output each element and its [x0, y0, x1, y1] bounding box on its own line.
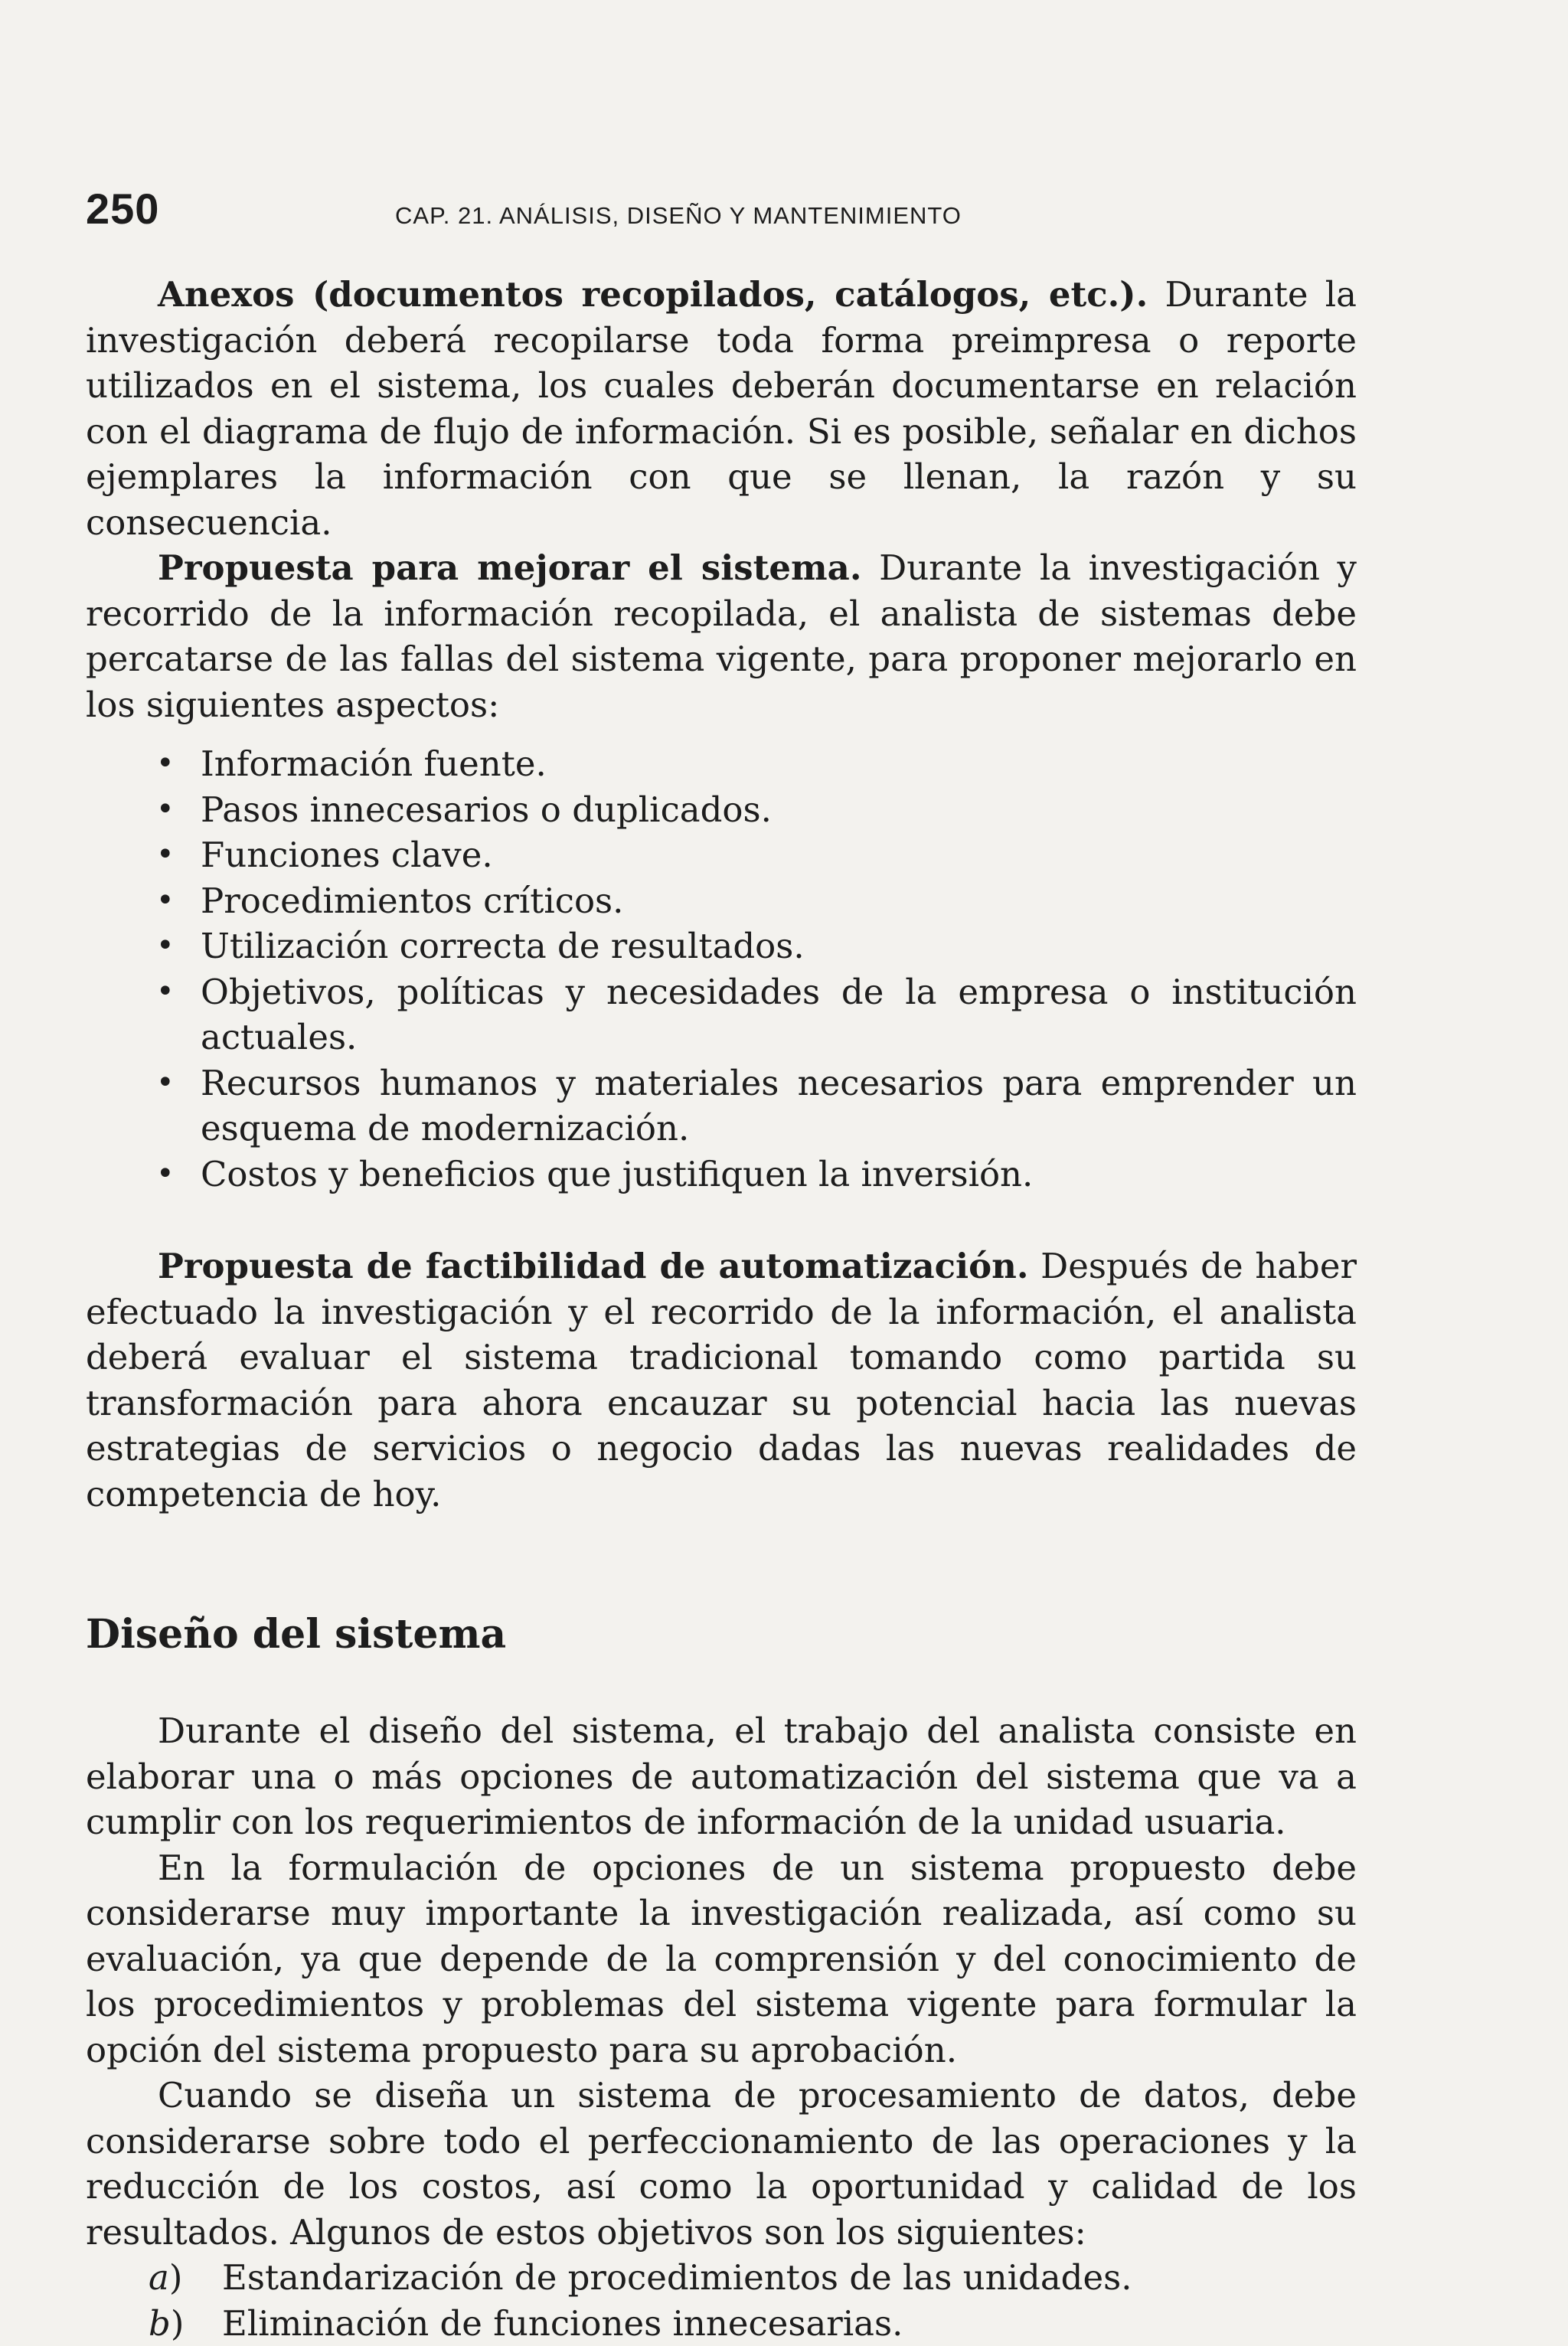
text-propuesta-mejora: Durante la investigación y recorrido de la información recopilada, el analista de sistemas debe percatarse de las fallas del sistema vigente, para proponer mejorarlo en los siguientes aspectos:: [86, 547, 1357, 725]
bullet-icon: •: [156, 787, 175, 833]
aspectos-list: [86, 741, 1357, 1197]
lead-anexos: Anexos (documentos recopilados, catálogos, etc.).: [158, 274, 1148, 315]
bullet-icon: •: [156, 923, 175, 969]
text-anexos: Durante la investigación deberá recopilarse toda forma preimpresa o reporte utilizados en el sistema, los cuales deberán documentarse en relación con el diagrama de flujo de información. Si es posible, señalar en dichos ejemplares la información con que se llenan, la razón y su consecuencia.: [86, 274, 1357, 543]
list-item: a) Estandarización de procedimientos de las unidades.: [86, 2255, 1357, 2301]
bullet-icon: •: [156, 969, 175, 1015]
paragraph-propuesta-factibilidad: [86, 1243, 1357, 1517]
page-number: 250: [86, 184, 159, 234]
paragraph-diseno-3: Cuando se diseña un sistema de procesamiento de datos, debe considerarse sobre todo el perfeccionamiento de las operaciones y la reducción de los costos, así como la oportunidad y calidad de los resultados. Algunos de estos objetivos son los siguientes:: [86, 2073, 1357, 2255]
list-item: • Funciones clave.: [86, 832, 1357, 878]
bullet-icon: •: [156, 878, 175, 924]
running-head: CAP. 21. ANÁLISIS, DISEÑO Y MANTENIMIENTO: [395, 202, 962, 230]
paragraph-diseno-1: Durante el diseño del sistema, el trabajo del analista consiste en elaborar una o más opciones de automatización del sistema que va a cumplir con los requerimientos de información de la unidad usuaria.: [86, 1708, 1357, 1845]
list-item: b) Eliminación de funciones innecesarias.: [86, 2301, 1357, 2346]
spacer: [86, 1517, 1357, 1607]
list-item: • Objetivos, políticas y necesidades de la empresa o institución actuales.: [86, 969, 1357, 1060]
bullet-icon: •: [156, 832, 175, 878]
lead-propuesta-factibilidad: Propuesta de factibilidad de automatización.: [158, 1246, 1029, 1286]
bullet-icon: •: [156, 1060, 175, 1106]
bullet-icon: •: [156, 1152, 175, 1198]
list-item: • Recursos humanos y materiales necesarios para emprender un esquema de modernización.: [86, 1060, 1357, 1152]
list-item: • Utilización correcta de resultados.: [86, 923, 1357, 969]
lead-propuesta-mejora: Propuesta para mejorar el sistema.: [158, 547, 862, 588]
spacer: [86, 1662, 1357, 1708]
list-item: • Pasos innecesarios o duplicados.: [86, 787, 1357, 833]
objetivos-list: [86, 2255, 1357, 2346]
list-marker: a): [149, 2255, 182, 2301]
text-propuesta-factibilidad: Después de haber efectuado la investigación y el recorrido de la información, el analista deberá evaluar el sistema tradicional tomando como partida su transformación para ahora encauzar su potencial hacia las nuevas estrategias de servicios o negocio dadas las nuevas realidades de competencia de hoy.: [86, 1246, 1357, 1514]
paragraph-propuesta-mejora: [86, 545, 1357, 727]
bullet-icon: •: [156, 741, 175, 787]
page-body: [86, 272, 1357, 2346]
paragraph-diseno-2: En la formulación de opciones de un sistema propuesto debe considerarse muy importante la investigación realizada, así como su evaluación, ya que depende de la comprensión y del conocimiento de los procedimientos y problemas del sistema vigente para formular la opción del sistema propuesto para su aprobación.: [86, 1845, 1357, 2073]
section-heading: Diseño del sistema: [86, 1607, 1357, 1662]
list-marker: b): [149, 2301, 184, 2346]
spacer: [86, 1197, 1357, 1243]
paragraph-anexos: [86, 272, 1357, 545]
list-item: • Costos y beneficios que justifiquen la inversión.: [86, 1152, 1357, 1198]
list-item: • Procedimientos críticos.: [86, 878, 1357, 924]
list-item: • Información fuente.: [86, 741, 1357, 787]
page-header: [86, 184, 1479, 237]
